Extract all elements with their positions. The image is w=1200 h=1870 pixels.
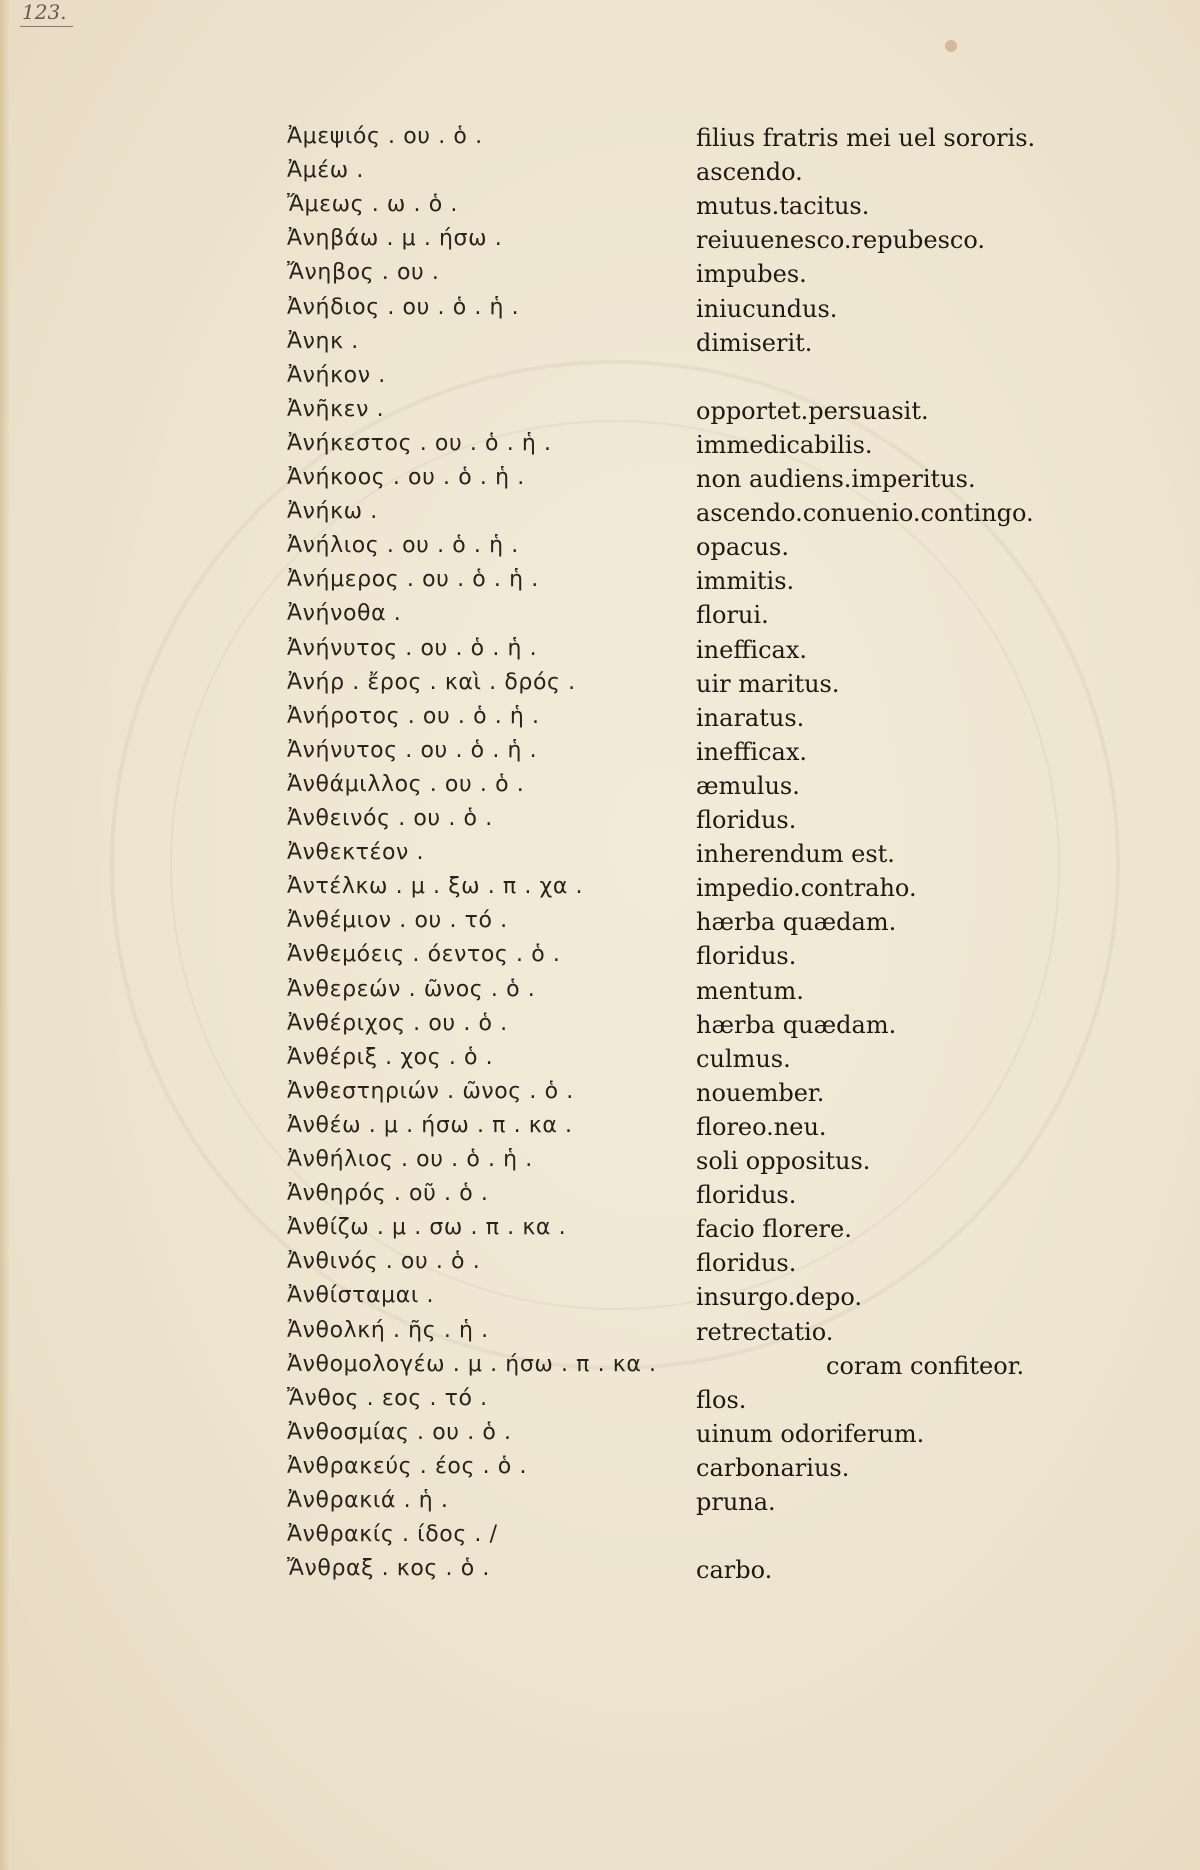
glossary-entry bbox=[0, 567, 1060, 599]
greek-headword: Ἀνήκεστος . ου . ὁ . ἡ . bbox=[287, 430, 552, 456]
glossary-entry bbox=[0, 1522, 1060, 1554]
greek-headword: Ἀνθεστηριών . ῶνος . ὁ . bbox=[287, 1078, 574, 1104]
latin-gloss: floridus. bbox=[696, 806, 797, 834]
latin-gloss: floreo.neu. bbox=[696, 1112, 827, 1141]
greek-headword: Ἀνήρ . ἔρος . καὶ . δρός . bbox=[287, 669, 576, 695]
glossary-entry bbox=[0, 704, 1060, 736]
greek-headword: Ἀνηβάω . μ . ήσω . bbox=[287, 226, 503, 252]
latin-gloss: soli oppositus. bbox=[696, 1147, 871, 1175]
greek-headword: Ἀνθολκή . ῆς . ἡ . bbox=[287, 1317, 489, 1343]
latin-gloss: mutus.tacitus. bbox=[696, 192, 870, 221]
folio-number: 123. bbox=[20, 0, 73, 27]
greek-headword: Ἀνῆκεν . bbox=[287, 396, 385, 422]
greek-headword: Ἀνήνυτος . ου . ὁ . ἡ . bbox=[287, 737, 538, 763]
greek-headword: Ἀνθεινός . ου . ὁ . bbox=[287, 806, 493, 831]
greek-headword: Ἀνθερεών . ῶνος . ὁ . bbox=[287, 976, 536, 1002]
greek-headword: Ἀμεψιός . ου . ὁ . bbox=[287, 124, 483, 149]
greek-headword: Ἀνήλιος . ου . ὁ . ἡ . bbox=[287, 533, 519, 559]
glossary-entry bbox=[0, 329, 1060, 361]
latin-gloss: coram confiteor. bbox=[826, 1351, 1025, 1380]
greek-headword: Ἀνθεμόεις . όεντος . ὁ . bbox=[287, 942, 561, 968]
latin-gloss: æmulus. bbox=[696, 771, 800, 800]
latin-gloss: mentum. bbox=[696, 976, 804, 1005]
greek-headword: Ἀνθομολογέω . μ . ήσω . π . κα . bbox=[287, 1351, 657, 1377]
greek-headword: Ἄνηβος . ου . bbox=[287, 260, 440, 286]
latin-gloss: hærba quædam. bbox=[696, 1010, 897, 1039]
greek-headword: Ἀνθήλιος . ου . ὁ . ἡ . bbox=[287, 1147, 533, 1172]
greek-headword: Ἀνηκ . bbox=[287, 328, 359, 354]
glossary-entry bbox=[0, 1488, 1060, 1520]
glossary-entry bbox=[0, 1318, 1060, 1350]
glossary-entry bbox=[0, 397, 1060, 429]
latin-gloss: uir maritus. bbox=[696, 669, 840, 698]
latin-gloss: inefficax. bbox=[696, 737, 807, 766]
latin-gloss: insurgo.depo. bbox=[696, 1283, 862, 1312]
glossary-entry bbox=[0, 874, 1060, 906]
glossary-entry bbox=[0, 1352, 1060, 1384]
latin-gloss: culmus. bbox=[696, 1044, 791, 1073]
glossary-entry bbox=[0, 942, 1060, 974]
latin-gloss: pruna. bbox=[696, 1488, 776, 1516]
glossary-entry bbox=[0, 192, 1060, 224]
greek-headword: Ἀνθέω . μ . ήσω . π . κα . bbox=[287, 1112, 573, 1138]
glossary-entry bbox=[0, 1386, 1060, 1418]
glossary-entry bbox=[0, 1556, 1060, 1588]
glossary-entry bbox=[0, 1454, 1060, 1486]
glossary-entry bbox=[0, 124, 1060, 156]
glossary-entry bbox=[0, 1283, 1060, 1315]
glossary-entry bbox=[0, 1181, 1060, 1213]
latin-gloss: facio florere. bbox=[696, 1215, 852, 1244]
greek-headword: Ἀνθίσταμαι . bbox=[287, 1283, 435, 1309]
latin-gloss: opportet.persuasit. bbox=[696, 396, 929, 425]
latin-gloss: florui. bbox=[696, 601, 769, 630]
latin-gloss: impubes. bbox=[696, 260, 807, 289]
glossary-entry bbox=[0, 636, 1060, 668]
glossary-entry bbox=[0, 1113, 1060, 1145]
glossary-entry bbox=[0, 806, 1060, 838]
latin-gloss: impedio.contraho. bbox=[696, 874, 917, 903]
latin-gloss: immedicabilis. bbox=[696, 430, 873, 459]
greek-headword: Ἀνθεκτέον . bbox=[287, 840, 425, 866]
latin-gloss: ascendo.conuenio.contingo. bbox=[696, 499, 1034, 528]
greek-headword: Ἀμέω . bbox=[287, 158, 364, 184]
greek-headword: Ἀνήδιος . ου . ὁ . ἡ . bbox=[287, 294, 520, 320]
latin-gloss: uinum odoriferum. bbox=[696, 1419, 925, 1448]
latin-gloss: nouember. bbox=[696, 1078, 825, 1107]
latin-gloss: non audiens.imperitus. bbox=[696, 465, 976, 493]
greek-headword: Ἀνήροτος . ου . ὁ . ἡ . bbox=[287, 703, 540, 729]
glossary-entry bbox=[0, 158, 1060, 190]
latin-gloss: carbonarius. bbox=[696, 1453, 850, 1482]
glossary-entry bbox=[0, 670, 1060, 702]
glossary-entry bbox=[0, 363, 1060, 395]
greek-headword: Ἀνθέμιον . ου . τό . bbox=[287, 908, 508, 934]
glossary-entry bbox=[0, 1420, 1060, 1452]
greek-headword: Ἀντέλκω . μ . ξω . π . χα . bbox=[287, 874, 584, 900]
greek-headword: Ἀνήνοθα . bbox=[287, 601, 402, 627]
greek-headword: Ἀνθρακιά . ἡ . bbox=[287, 1488, 449, 1513]
latin-gloss: inaratus. bbox=[696, 703, 805, 732]
latin-gloss: floridus. bbox=[696, 1249, 797, 1278]
glossary-entry bbox=[0, 1045, 1060, 1077]
greek-headword: Ἀνθοσμίας . ου . ὁ . bbox=[287, 1419, 512, 1445]
latin-gloss: filius fratris mei uel sororis. bbox=[696, 124, 1036, 152]
glossary-entry bbox=[0, 295, 1060, 327]
glossary-entry bbox=[0, 908, 1060, 940]
latin-gloss: ascendo. bbox=[696, 158, 803, 187]
latin-gloss: floridus. bbox=[696, 1181, 797, 1210]
greek-headword: Ἀνθρακεύς . έος . ὁ . bbox=[287, 1453, 528, 1479]
glossary-entry bbox=[0, 1011, 1060, 1043]
glossary-entry bbox=[0, 840, 1060, 872]
greek-headword: Ἀνήκω . bbox=[287, 499, 378, 525]
greek-headword: Ἀνθινός . ου . ὁ . bbox=[287, 1249, 481, 1275]
glossary-entry bbox=[0, 499, 1060, 531]
latin-gloss: carbo. bbox=[696, 1556, 773, 1585]
glossary-entry bbox=[0, 431, 1060, 463]
latin-gloss: immitis. bbox=[696, 567, 795, 596]
latin-gloss: flos. bbox=[696, 1385, 747, 1414]
greek-headword: Ἀνθάμιλλος . ου . ὁ . bbox=[287, 771, 525, 797]
glossary-entry bbox=[0, 1147, 1060, 1179]
greek-headword: Ἀνθίζω . μ . σω . π . κα . bbox=[287, 1215, 567, 1241]
greek-headword: Ἄνθος . εος . τό . bbox=[287, 1385, 488, 1411]
latin-gloss: iniucundus. bbox=[696, 294, 838, 323]
greek-headword: Ἀνήνυτος . ου . ὁ . ἡ . bbox=[287, 635, 538, 661]
glossary-entry bbox=[0, 226, 1060, 258]
greek-headword: Ἀνήκον . bbox=[287, 362, 386, 388]
greek-headword: Ἀνθέριχος . ου . ὁ . bbox=[287, 1010, 508, 1036]
greek-headword: Ἄνθραξ . κος . ὁ . bbox=[287, 1556, 490, 1582]
latin-gloss: retrectatio. bbox=[696, 1317, 834, 1346]
latin-gloss: hærba quædam. bbox=[696, 908, 897, 937]
greek-headword: Ἀνθέριξ . χος . ὁ . bbox=[287, 1044, 494, 1070]
latin-gloss: dimiserit. bbox=[696, 328, 813, 357]
greek-headword: Ἀνήκοος . ου . ὁ . ἡ . bbox=[287, 465, 525, 490]
glossary-entry bbox=[0, 260, 1060, 292]
glossary-entry bbox=[0, 533, 1060, 565]
greek-headword: Ἀνθηρός . οῦ . ὁ . bbox=[287, 1181, 489, 1207]
latin-gloss: reiuuenesco.repubesco. bbox=[696, 226, 986, 255]
latin-gloss: floridus. bbox=[696, 942, 797, 971]
greek-headword: Ἄμεως . ω . ὁ . bbox=[287, 192, 458, 218]
glossary-entry bbox=[0, 738, 1060, 770]
greek-headword: Ἀνθρακίς . ίδος . / bbox=[287, 1522, 498, 1548]
glossary-entry bbox=[0, 1215, 1060, 1247]
latin-gloss: inefficax. bbox=[696, 635, 807, 664]
greek-headword: Ἀνήμερος . ου . ὁ . ἡ . bbox=[287, 567, 539, 593]
glossary-entry bbox=[0, 601, 1060, 633]
latin-gloss: opacus. bbox=[696, 533, 789, 562]
glossary-entry bbox=[0, 977, 1060, 1009]
latin-gloss: inherendum est. bbox=[696, 840, 895, 869]
glossary-entry bbox=[0, 772, 1060, 804]
glossary-entry bbox=[0, 1079, 1060, 1111]
glossary-entry bbox=[0, 1249, 1060, 1281]
glossary-entry bbox=[0, 465, 1060, 497]
